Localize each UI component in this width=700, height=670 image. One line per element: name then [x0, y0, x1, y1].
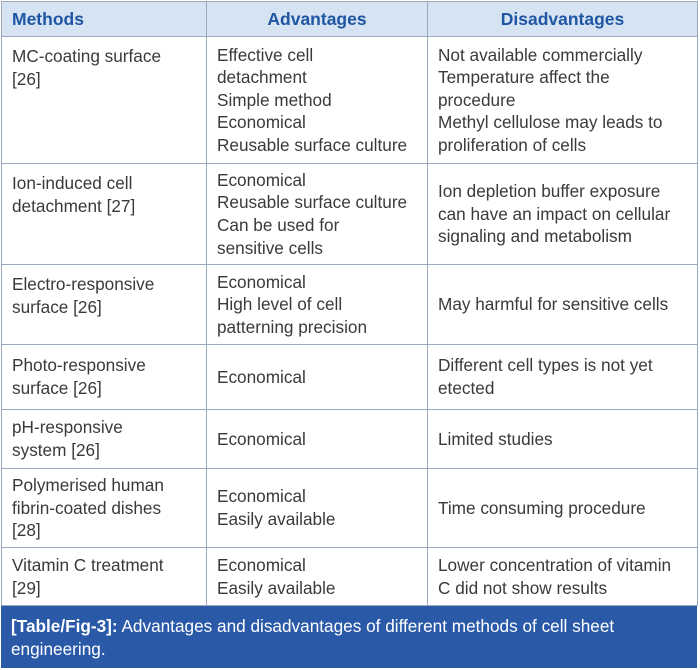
table-row	[2, 265, 698, 345]
methods-table	[1, 1, 698, 606]
cell-line: Time consuming procedure	[438, 497, 646, 518]
method-cell	[2, 345, 207, 410]
cell-line: Vitamin C treatment	[12, 554, 164, 575]
header-disadvantages: Disadvantages	[428, 2, 698, 37]
cell-line: Reusable surface culture	[217, 134, 408, 155]
cell-line: Ion-induced cell	[12, 173, 133, 193]
cell-line: C did not show results	[438, 577, 608, 598]
method-cell	[2, 410, 207, 469]
table-row	[2, 164, 698, 265]
cell-line: Lower concentration of vitamin	[438, 554, 672, 575]
cell-line: [28]	[12, 520, 41, 541]
cell-line: fibrin-coated dishes	[12, 497, 162, 518]
cell-line: surface [26]	[12, 296, 102, 317]
cell-line: Easily available	[217, 509, 336, 529]
method-cell	[2, 548, 207, 606]
cell-line: patterning precision	[217, 316, 368, 337]
advantages-cell	[207, 548, 428, 606]
disadvantages-cell	[428, 164, 698, 265]
cell-line: Different cell types is not yet	[438, 355, 653, 376]
caption-label: [Table/Fig-3]:	[11, 616, 118, 636]
cell-line: Methyl cellulose may leads to	[438, 112, 663, 133]
cell-line: MC-coating surface	[12, 46, 162, 66]
table-row	[2, 469, 698, 548]
cell-line: Can be used for	[217, 215, 340, 235]
advantages-cell	[207, 265, 428, 345]
cell-line: Simple method	[217, 89, 332, 110]
cell-line: Ion depletion buffer exposure	[438, 181, 661, 202]
disadvantages-cell	[428, 345, 698, 410]
advantages-cell	[207, 164, 428, 265]
cell-line: Temperature affect the	[438, 67, 610, 88]
cell-line: detachment [27]	[12, 195, 136, 216]
header-methods: Methods	[2, 2, 207, 37]
cell-line: system [26]	[12, 440, 100, 460]
cell-line: Economical	[217, 554, 306, 575]
figure	[1, 1, 699, 668]
cell-line: High level of cell	[217, 294, 343, 315]
cell-line: Economical	[217, 366, 306, 387]
cell-line: pH-responsive	[12, 417, 123, 438]
cell-line: detachment	[217, 67, 307, 88]
cell-line: Electro-responsive	[12, 274, 155, 294]
cell-line: Economical	[217, 486, 306, 507]
cell-line: Economical	[217, 169, 306, 190]
cell-line: Polymerised human	[12, 475, 164, 496]
advantages-cell	[207, 469, 428, 548]
disadvantages-cell	[428, 265, 698, 345]
method-cell	[2, 37, 207, 164]
method-cell	[2, 265, 207, 345]
disadvantages-cell	[428, 410, 698, 469]
table-row	[2, 345, 698, 410]
disadvantages-cell	[428, 37, 698, 164]
cell-line: Economical	[217, 112, 306, 133]
method-cell	[2, 469, 207, 548]
cell-line: [29]	[12, 577, 41, 598]
method-cell	[2, 164, 207, 265]
cell-line: Photo-responsive	[12, 355, 146, 376]
cell-line: Economical	[217, 271, 306, 292]
caption-text: Advantages and disadvantages of different methods of cell sheet engineering.	[11, 616, 615, 659]
advantages-cell	[207, 410, 428, 469]
cell-line: etected	[438, 378, 495, 398]
header-advantages: Advantages	[207, 2, 428, 37]
figure-caption	[1, 606, 697, 668]
cell-line: Economical	[217, 428, 306, 449]
cell-line: Not available commercially	[438, 44, 643, 65]
cell-line: [26]	[12, 68, 41, 89]
cell-line: Limited studies	[438, 428, 553, 449]
advantages-cell	[207, 345, 428, 410]
cell-line: Easily available	[217, 577, 336, 598]
cell-line: surface [26]	[12, 378, 102, 398]
cell-line: Reusable surface culture	[217, 192, 408, 213]
disadvantages-cell	[428, 469, 698, 548]
cell-line: signaling and metabolism	[438, 226, 632, 247]
cell-line: proliferation of cells	[438, 134, 587, 155]
table-row	[2, 37, 698, 164]
header-row	[2, 2, 698, 37]
cell-line: May harmful for sensitive cells	[438, 294, 669, 315]
table-row	[2, 548, 698, 606]
table-row	[2, 410, 698, 469]
cell-line: Effective cell	[217, 44, 314, 65]
cell-line: sensitive cells	[217, 237, 324, 258]
cell-line: can have an impact on cellular	[438, 203, 671, 224]
advantages-cell	[207, 37, 428, 164]
cell-line: procedure	[438, 89, 516, 110]
disadvantages-cell	[428, 548, 698, 606]
